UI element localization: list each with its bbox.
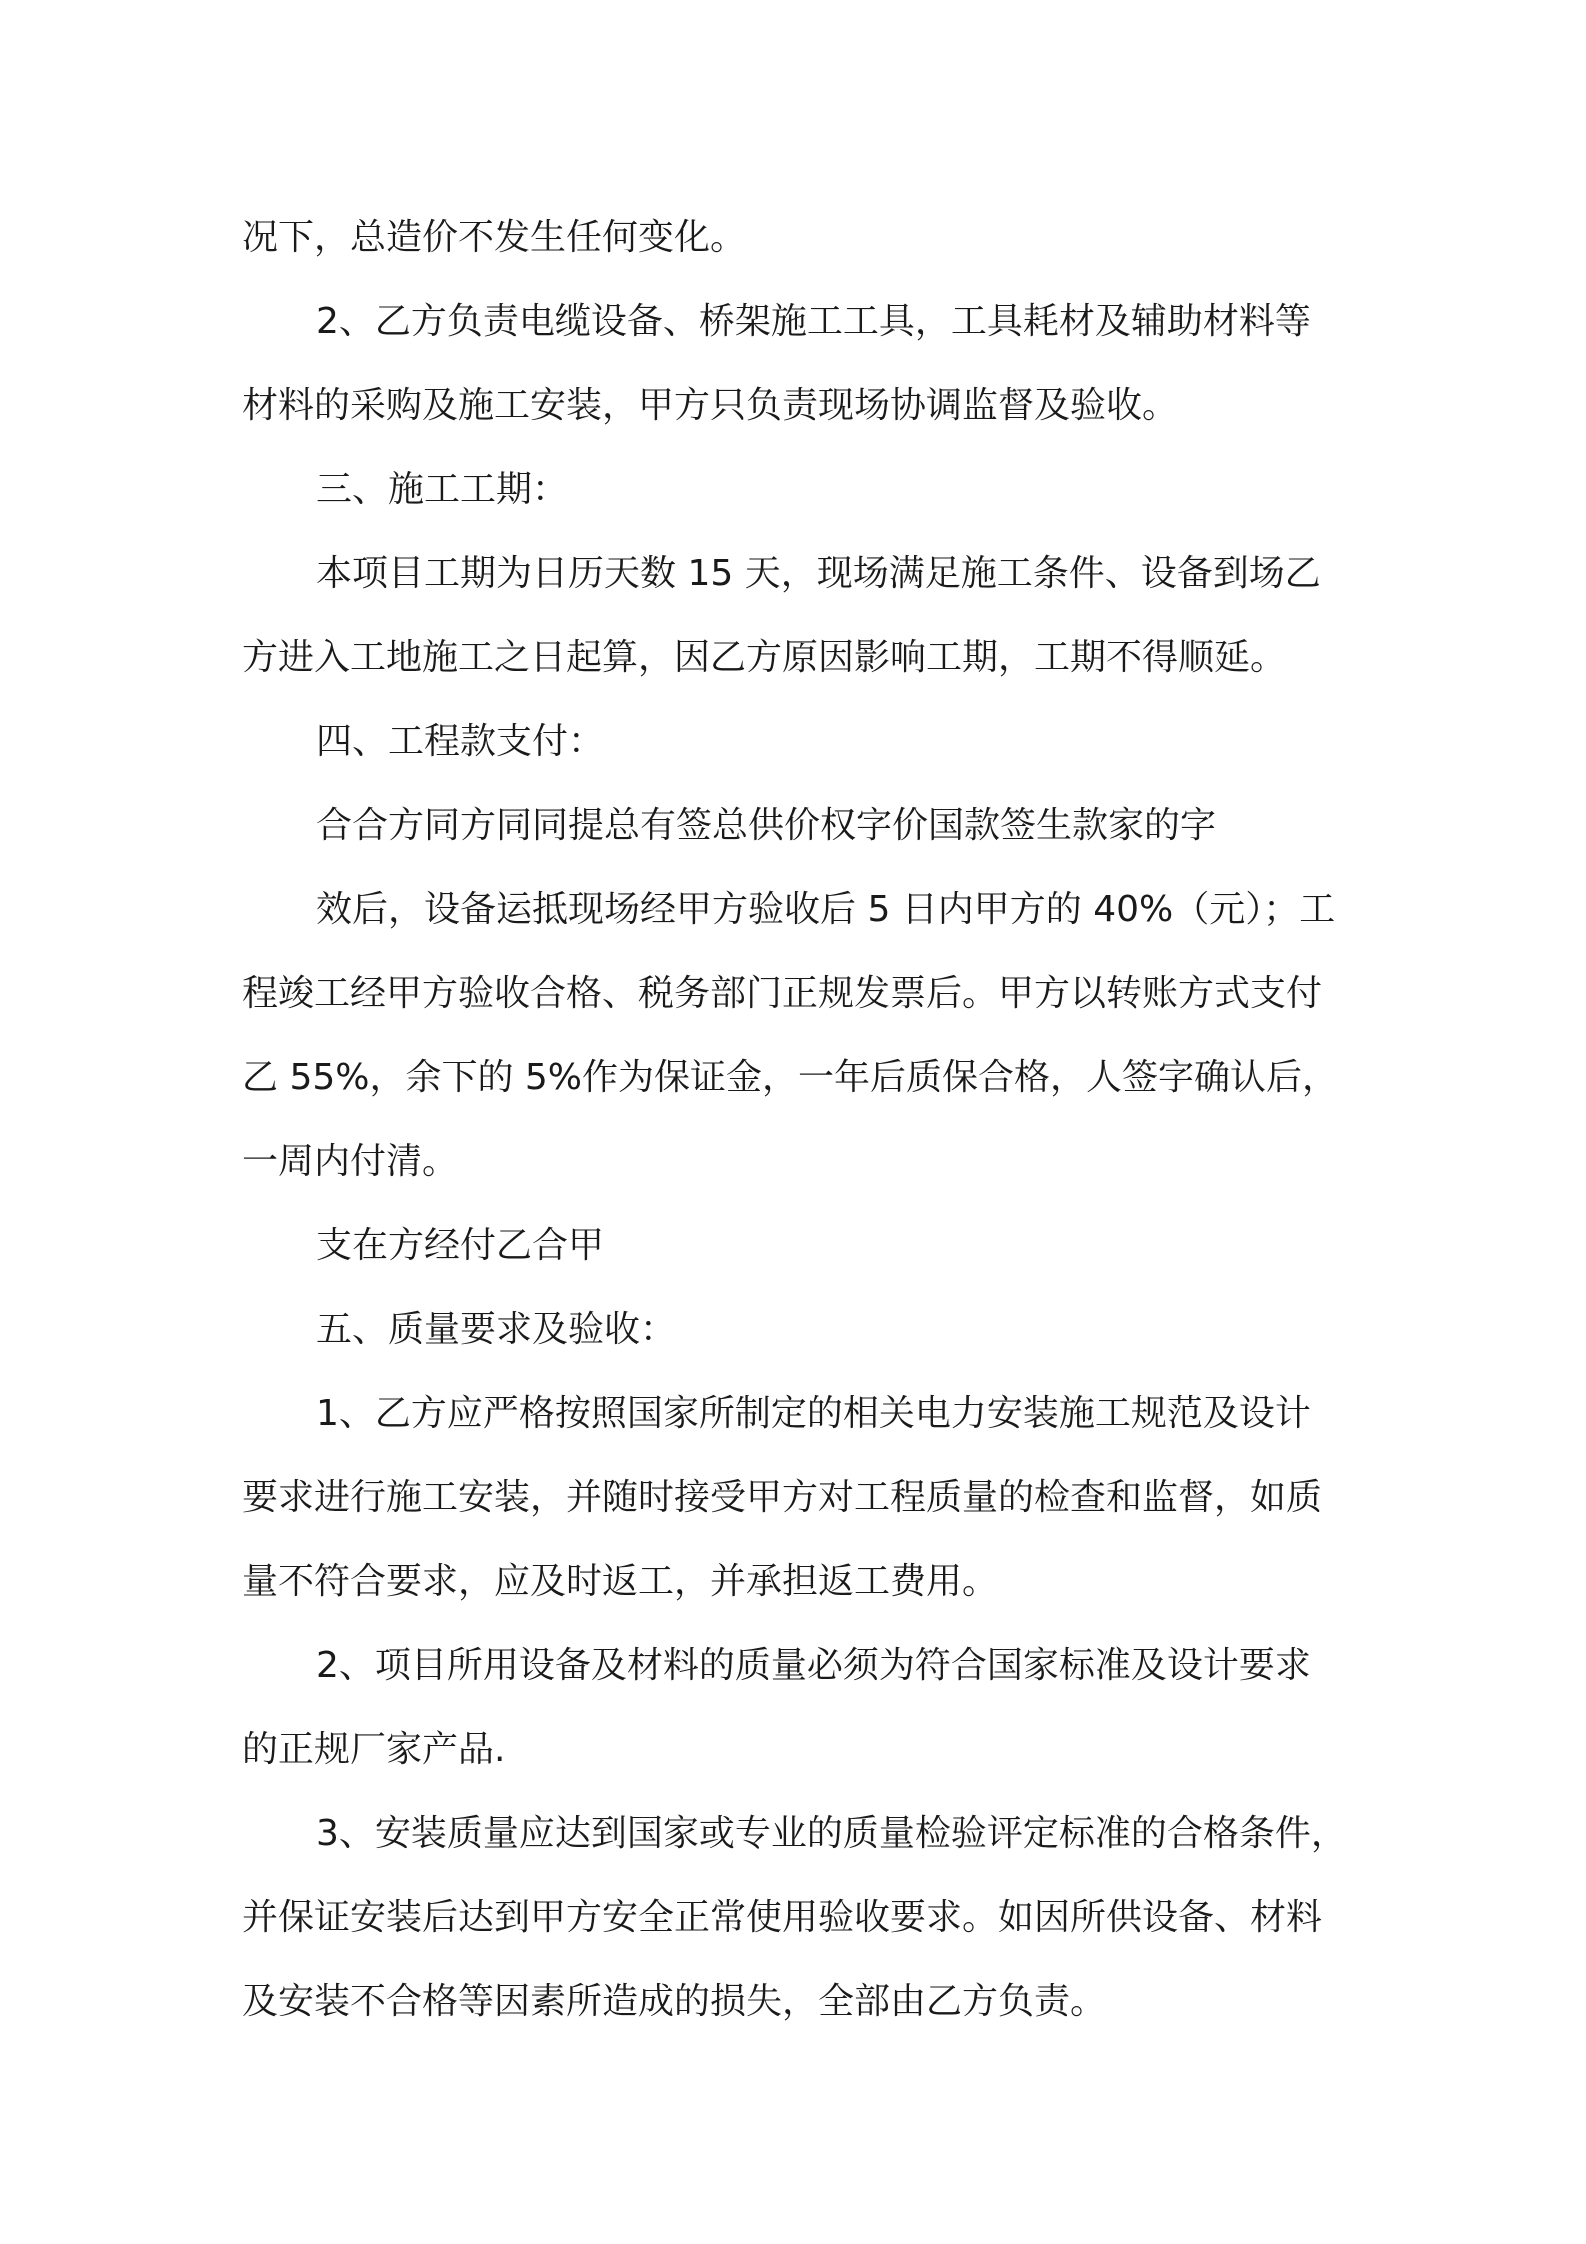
paragraph-line: 支在方经付乙合甲 bbox=[316, 1225, 605, 1266]
paragraph-line: 1、乙方应严格按照国家所制定的相关电力安装施工规范及设计 bbox=[316, 1393, 1311, 1434]
paragraph-line: 乙 55%，余下的 5%作为保证金，一年后质保合格，人签字确认后， bbox=[242, 1057, 1339, 1098]
paragraph-line: 并保证安装后达到甲方安全正常使用验收要求。如因所供设备、材料 bbox=[242, 1897, 1323, 1938]
paragraph-line: 程竣工经甲方验收合格、税务部门正规发票后。甲方以转账方式支付 bbox=[242, 973, 1323, 1014]
paragraph-line: 一周内付清。 bbox=[242, 1141, 459, 1182]
paragraph-line: 3、安装质量应达到国家或专业的质量检验评定标准的合格条件， bbox=[316, 1813, 1347, 1854]
paragraph-line: 要求进行施工安装，并随时接受甲方对工程质量的检查和监督，如质 bbox=[242, 1477, 1323, 1518]
paragraph-line: 方进入工地施工之日起算，因乙方原因影响工期，工期不得顺延。 bbox=[242, 637, 1287, 678]
paragraph-line: 合合方同方同同提总有签总供价权字价国款签生款家的字 bbox=[316, 805, 1217, 846]
paragraph-line: 量不符合要求，应及时返工，并承担返工费用。 bbox=[242, 1561, 999, 1602]
paragraph-line: 2、乙方负责电缆设备、桥架施工工具，工具耗材及辅助材料等 bbox=[316, 301, 1311, 342]
paragraph-line: 材料的采购及施工安装，甲方只负责现场协调监督及验收。 bbox=[242, 385, 1179, 426]
paragraph-line: 效后，设备运抵现场经甲方验收后 5 日内甲方的 40%（元）；工 bbox=[316, 889, 1336, 930]
paragraph-line: 况下，总造价不发生任何变化。 bbox=[242, 217, 747, 258]
paragraph-line: 本项目工期为日历天数 15 天，现场满足施工条件、设备到场乙 bbox=[316, 553, 1321, 594]
paragraph-line: 的正规厂家产品. bbox=[242, 1729, 506, 1770]
section-heading: 三、施工工期： bbox=[316, 469, 569, 510]
paragraph-line: 及安装不合格等因素所造成的损失，全部由乙方负责。 bbox=[242, 1981, 1107, 2022]
document-body bbox=[242, 196, 1360, 2044]
section-heading: 五、质量要求及验收： bbox=[316, 1309, 677, 1350]
section-heading: 四、工程款支付： bbox=[316, 721, 605, 762]
paragraph-line: 2、项目所用设备及材料的质量必须为符合国家标准及设计要求 bbox=[316, 1645, 1311, 1686]
